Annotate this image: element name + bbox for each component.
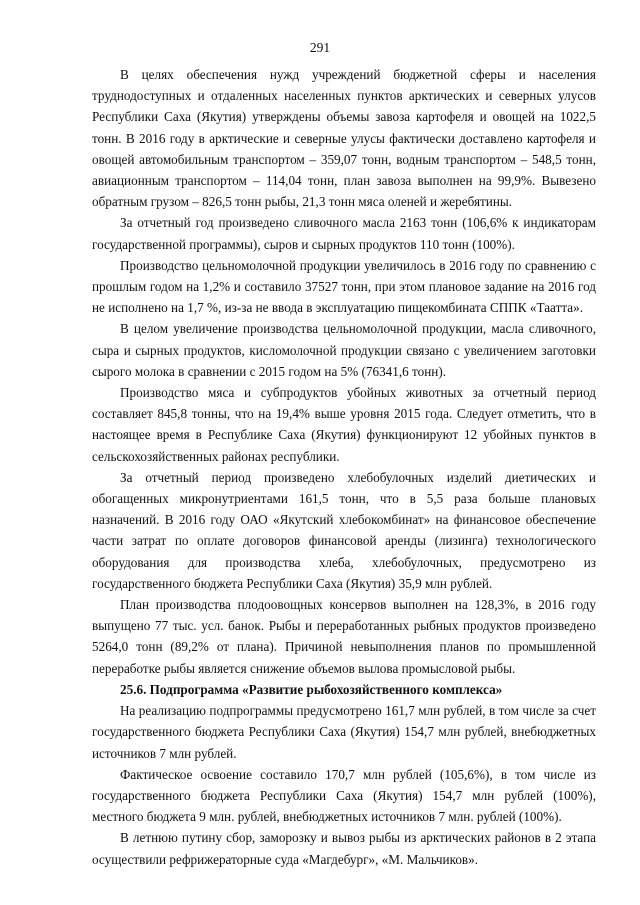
- document-body: [92, 64, 596, 870]
- paragraph-dairy-increase: В целом увеличение производства цельномолочной продукции, масла сливочного, сыра и сырных продуктов, кисломолочной продукции связано с увеличением заготовки сырого молока в сравнении с 2015 годом на 5% (76341,6 тонн).: [92, 321, 596, 379]
- paragraph-actual-spending: Фактическое освоение составило 170,7 млн рублей (105,6%), в том числе из государственного бюджета Республики Саха (Якутия) 154,7 млн рублей (100%), местного бюджета 9 млн. рублей, внебюджетных источников 7 млн. рублей (100%).: [92, 766, 596, 825]
- paragraph-bakery: За отчетный период произведено хлебобулочных изделий диетических и обогащенных микронутриентами 161,5 тонн, что в 5,5 раза больше плановых назначений. В 2016 году ОАО «Якутский хлебокомбинат» на финансовое обеспечение части затрат по оплате договоров финансовой аренды (лизинга) технологического оборудования для производства хлеба, хлебобулочных, предусмотрено из государственного бюджета Республики Саха (Якутия) 35,9 млн рублей.: [92, 469, 596, 591]
- paragraph-vegetable-delivery: В целях обеспечения нужд учреждений бюджетной сферы и населения труднодоступных и отдаленных населенных пунктов арктических и северных улусов Республики Саха (Якутия) утверждены объемы завоза картофеля и овощей на 1022,5 тонн. В 2016 году в арктические и северные улусы фактически доставлено картофеля и овощей автомобильным транспортом – 359,07 тонн, водным транспортом – 548,5 тонн, авиационным транспортом – 114,04 тонн, план завоза выполнен на 99,9%. Вывезено обратным грузом – 826,5 тонн рыбы, 21,3 тонн мяса оленей и жеребятины.: [92, 67, 596, 210]
- paragraph-fishing-season: В летнюю путину сбор, заморозку и вывоз рыбы из арктических районов в 2 этапа осуществили рефрижераторные суда «Магдебург», «М. Мальчиков».: [92, 830, 596, 867]
- page-number: 291: [309, 40, 331, 55]
- paragraph-butter-cheese: За отчетный год произведено сливочного масла 2163 тонн (106,6% к индикаторам государственной программы), сыров и сырных продуктов 110 тонн (100%).: [92, 215, 596, 252]
- paragraph-whole-milk: Производство цельномолочной продукции увеличилось в 2016 году по сравнению с прошлым годом на 1,2% и составило 37527 тонн, при этом плановое задание на 2016 год не исполнено на 1,7 %, из-за не ввода в эксплуатацию пищекомбината СППК «Таатта».: [92, 257, 596, 316]
- paragraph-canned-fish: План производства плодоовощных консервов выполнен на 128,3%, в 2016 году выпущено 77 тыс. усл. банок. Рыбы и переработанных рыбных продуктов произведено 5264,0 тонн (89,2% от плана). Причиной невыполнения планов по промышленной переработке рыбы является снижение объемов вылова промысловой рыбы.: [92, 597, 596, 676]
- section-heading: 25.6. Подпрограмма «Развитие рыбохозяйственного комплекса»: [120, 681, 503, 697]
- paragraph-subprogram-funding: На реализацию подпрограммы предусмотрено 161,7 млн рублей, в том числе за счет государственного бюджета Республики Саха (Якутия) 154,7 млн рублей, внебюджетных источников 7 млн рублей.: [92, 703, 596, 761]
- paragraph-meat-production: Производство мяса и субпродуктов убойных животных за отчетный период составляет 845,8 тонны, что на 19,4% выше уровня 2015 года. Следует отметить, что в настоящее время в Республике Саха (Якутия) функционируют 12 убойных пунктов в сельскохозяйственных районах республики.: [92, 385, 596, 464]
